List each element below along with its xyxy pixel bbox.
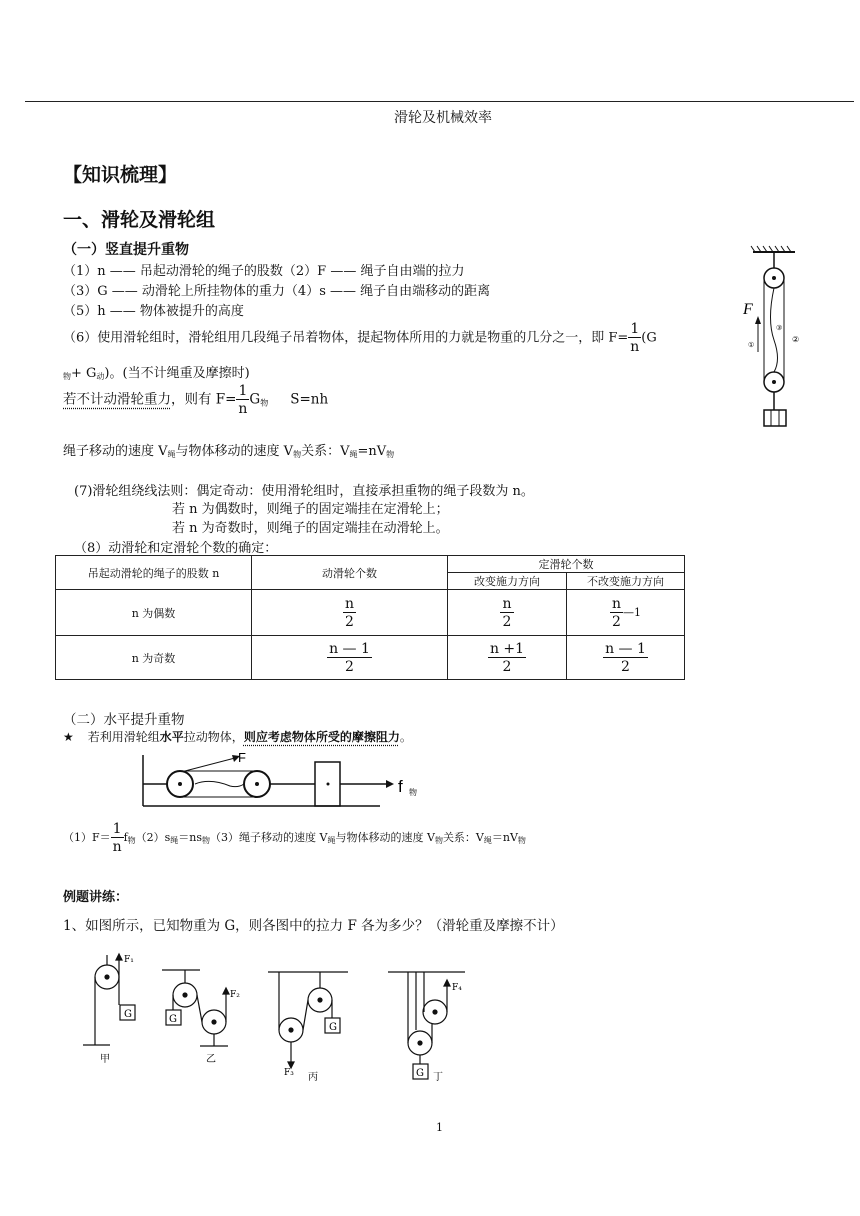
s-eq-nh: S=nh (290, 391, 329, 408)
sub-wu: 物 (293, 450, 302, 459)
frac-num: n +1 (489, 640, 525, 657)
frac-num: 1 (630, 321, 640, 337)
ignore-pulley-weight: 若不计动滑轮重力 (63, 391, 171, 408)
examples-title: 例题讲练： (63, 890, 129, 905)
frac-num: n — 1 (329, 640, 370, 657)
then-f: ，则有 F= (171, 391, 237, 408)
pulley-system-figure (735, 240, 810, 430)
question-1-figures (80, 950, 475, 1090)
fig-a-f1: F₁ (124, 955, 134, 965)
fig-d-g: G (416, 1068, 424, 1079)
cell-odd-fixed-change (448, 636, 567, 680)
note-e: 。 (399, 730, 412, 744)
star-icon: ★ (63, 730, 74, 744)
th-rope-count: 吊起动滑轮的绳子的股数 n (56, 556, 252, 590)
rule-7-odd: 若 n 为奇数时，则绳子的固定端挂在动滑轮上。 (172, 521, 449, 536)
page-number: 1 (436, 1121, 443, 1134)
cell-odd-movable (252, 636, 448, 680)
frac-den: 2 (502, 613, 512, 630)
fig-b-label: 乙 (206, 1054, 216, 1065)
subheading-horizontal: （二）水平提升重物 (63, 712, 185, 728)
def-line-6b (63, 362, 250, 382)
f-b: f (123, 831, 128, 844)
f-n: ＝nV (491, 831, 518, 844)
f-h: （3）绳子移动的速度 V (210, 831, 328, 844)
def-line-6 (63, 322, 657, 354)
frac-num: n (611, 595, 622, 612)
th-movable-count: 动滑轮个数 (252, 556, 448, 590)
frac-den: 2 (345, 613, 354, 630)
horizontal-formulas (63, 822, 526, 854)
fig-label-3: ③ (776, 324, 783, 332)
ignore-pulley-weight-line (63, 384, 328, 416)
rule-7-even: 若 n 为偶数时，则绳子的固定端挂在定滑轮上； (172, 502, 449, 517)
minus-one: —1 (623, 605, 642, 619)
rule-8: （8）动滑轮和定滑轮个数的确定： (74, 541, 278, 556)
sub-wu: 物 (386, 450, 395, 459)
v-text-3: 关系：V (301, 444, 350, 459)
f-f: ＝ns (178, 831, 203, 844)
frac-den: 2 (621, 658, 630, 675)
cell-even-movable (252, 590, 448, 636)
frac-num: n — 1 (605, 640, 646, 657)
frac-num: 1 (238, 383, 248, 399)
fig-label-2: ② (792, 335, 800, 344)
def-line-1: （1）n —— 吊起动滑轮的绳子的股数（2）F —— 绳子自由端的拉力 (63, 264, 465, 279)
sub-wu: 物 (260, 398, 269, 408)
sub-dong: 动 (96, 372, 105, 381)
cell-odd-fixed-keep (567, 636, 685, 680)
subheading-vertical: （一）竖直提升重物 (63, 242, 189, 258)
f-i: 绳 (327, 836, 336, 845)
frac-num: n (502, 595, 512, 612)
figure-b (162, 970, 229, 1046)
figure-a (83, 954, 135, 1045)
velocity-relation (63, 440, 394, 460)
horizontal-note (63, 728, 412, 745)
frac-den: n (238, 401, 248, 417)
fig-d-f4: F₄ (452, 983, 462, 993)
row-even-label: n 为偶数 (56, 590, 252, 636)
frac-den: 2 (612, 613, 621, 630)
def-line-3: （5）h —— 物体被提升的高度 (63, 304, 244, 319)
f-e: 绳 (170, 836, 179, 845)
g-dong: + G (71, 366, 97, 381)
cell-even-fixed-change (448, 590, 567, 636)
fig-c-f3: F₃ (284, 1068, 294, 1078)
note-friction: 则应考虑物体所受的摩擦阻力 (243, 730, 400, 744)
frac-num: n (344, 595, 355, 612)
fig-a-label: 甲 (100, 1054, 110, 1065)
f-l: 关系：V (442, 831, 484, 844)
rule-7: (7)滑轮组绕线法则：偶定奇动：使用滑轮组时，直接承担重物的绳子段数为 n。 (74, 484, 534, 499)
fig-c-label: 丙 (308, 1072, 318, 1083)
pulley-count-table (55, 555, 685, 680)
heading-knowledge: 【知识梳理】 (63, 164, 178, 186)
cell-even-fixed-keep (567, 590, 685, 636)
note-a: 若利用滑轮组 (87, 730, 160, 744)
f-c: 物 (127, 836, 136, 845)
fig-h-label-friction-sub: 物 (409, 788, 417, 797)
sub-sheng: 绳 (349, 450, 358, 459)
heading-pulley: 一、滑轮及滑轮组 (63, 209, 216, 231)
note-no-friction: )。(当不计绳重及摩擦时) (104, 366, 250, 381)
th-fixed-count: 定滑轮个数 (448, 556, 685, 573)
frac-den: 2 (502, 658, 512, 675)
fig-label-f: F (743, 301, 753, 318)
figure-c (268, 972, 348, 1068)
frac-num: 1 (112, 821, 122, 837)
fig-b-g: G (169, 1014, 177, 1025)
frac-den: n (112, 839, 122, 855)
fig-h-label-friction: f (398, 777, 403, 796)
th-keep-direction: 不改变施力方向 (567, 573, 685, 590)
def-line-6-tail: (G (641, 330, 657, 346)
row-odd-label: n 为奇数 (56, 636, 252, 680)
frac-den: n (630, 339, 640, 355)
g-sym: G (249, 391, 261, 408)
fraction-1-over-n (628, 322, 641, 354)
fraction-1-over-n-2 (236, 384, 249, 416)
note-b: 水平 (159, 730, 184, 744)
def-line-2: （3）G —— 动滑轮上所挂物体的重力（4）s —— 绳子自由端移动的距离 (63, 284, 491, 299)
v-text-1: 绳子移动的速度 V (63, 444, 168, 459)
fig-label-1: ① (748, 341, 755, 349)
fig-d-label: 丁 (433, 1072, 443, 1083)
horizontal-pulley-figure (140, 750, 440, 812)
f-m: 绳 (483, 836, 492, 845)
f-d: （2）s (135, 831, 171, 844)
fig-b-f2: F₂ (230, 990, 240, 1000)
fig-c-g: G (329, 1022, 337, 1033)
v-text-2: 与物体移动的速度 V (175, 444, 294, 459)
header-rule (25, 101, 854, 102)
f-o: 物 (517, 836, 526, 845)
fig-h-label-f: F (238, 750, 246, 765)
question-1: 1、如图所示，已知物重为 G，则各图中的拉力 F 各为多少？（滑轮重及摩擦不计） (63, 918, 564, 934)
sub-sheng: 绳 (167, 450, 176, 459)
fraction-1-over-n-3 (111, 822, 124, 854)
frac-den: 2 (345, 658, 354, 675)
f-g: 物 (202, 836, 211, 845)
sub-wu: 物 (63, 372, 71, 381)
fig-a-g: G (124, 1009, 132, 1020)
f-a: （1）F＝ (63, 831, 111, 844)
th-change-direction: 改变施力方向 (448, 573, 567, 590)
v-text-4: =nV (357, 444, 387, 459)
def-line-6-text: （6）使用滑轮组时，滑轮组用几段绳子吊着物体，提起物体所用的力就是物重的几分之一，即 F= (63, 330, 629, 346)
note-c: 拉动物体， (183, 730, 244, 744)
f-k: 物 (434, 836, 443, 845)
f-j: 与物体移动的速度 V (335, 831, 435, 844)
page-header: 滑轮及机械效率 (394, 110, 492, 126)
